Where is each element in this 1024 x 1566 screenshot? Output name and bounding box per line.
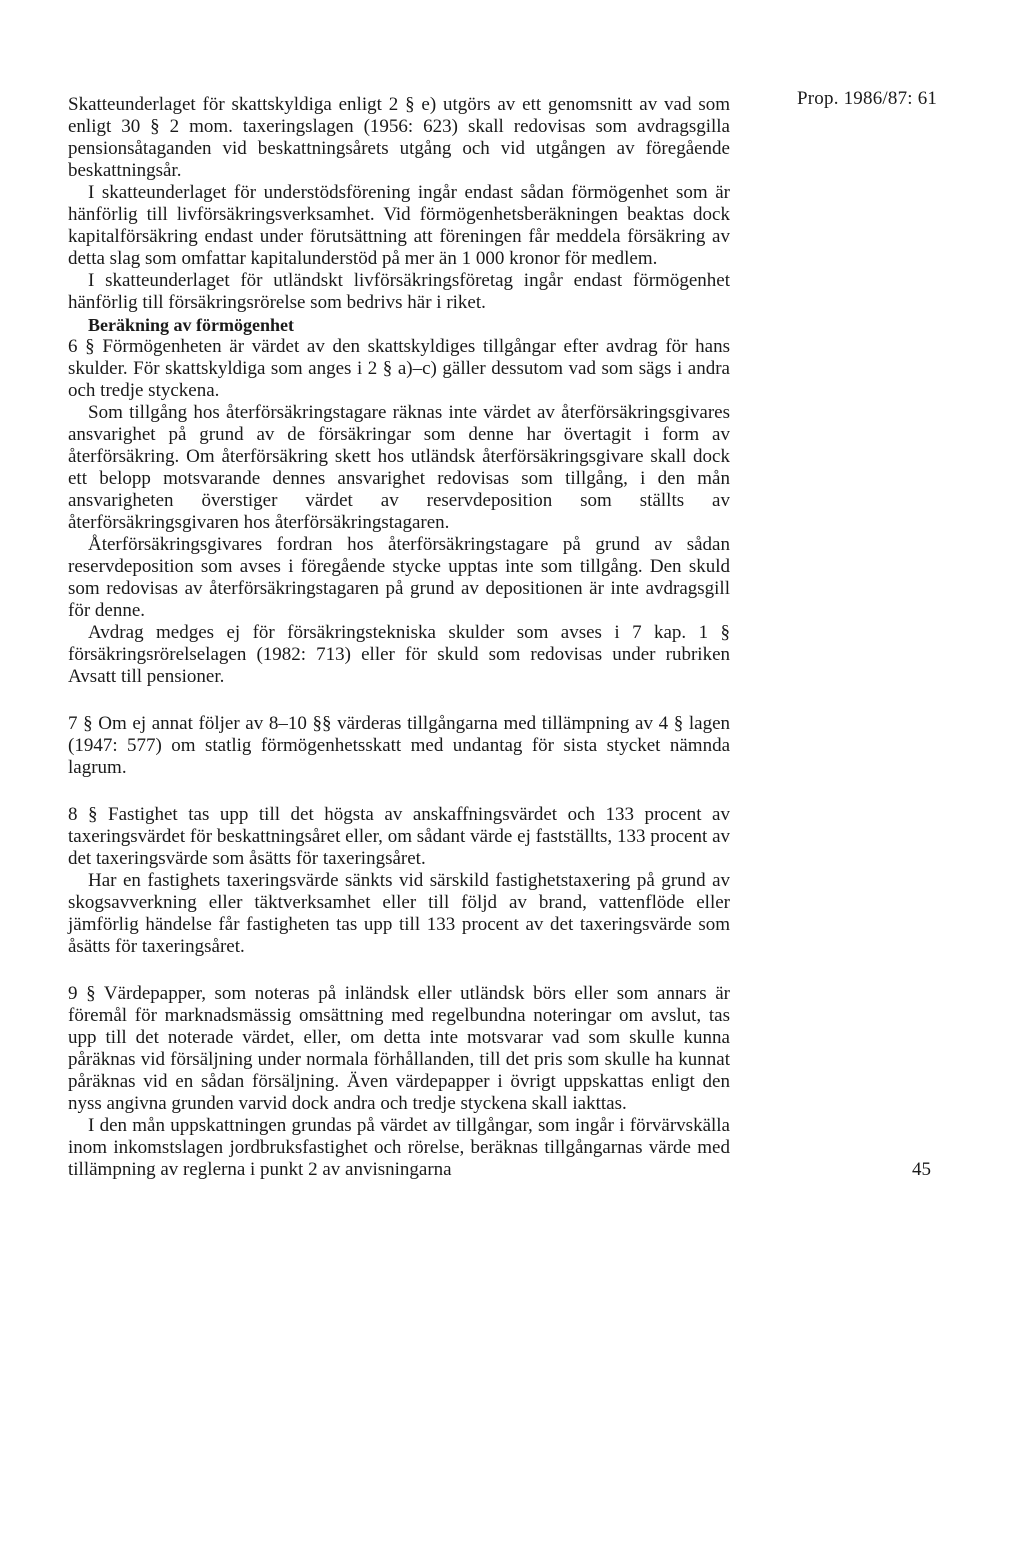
section-9-paragraph-1: 9 § Värdepapper, som noteras på inländsk eller utländsk börs eller som annars är föremål för marknadsmässig omsättning med regelbundna noteringar om avslut, tas upp till det noterade värdet, eller, om detta inte motsvarar vad som skulle kunna påräknas vid försäljning under normala förhållanden, till det pris som skulle ha kunnat påräknas vid en sådan försäljning. Även värdepapper i övrigt uppskattas enligt den nyss angivna grunden varvid dock andra och tredje styckena skall iakttas. [68, 983, 730, 1114]
spacer [68, 688, 730, 713]
page-number: 45 [912, 1159, 931, 1180]
running-head: Prop. 1986/87: 61 [797, 88, 938, 109]
section-6-paragraph-4: Avdrag medges ej för försäkringstekniska skulder som avses i 7 kap. 1 § försäkringsrörelselagen (1982: 713) eller för skuld som redovisas under rubriken Avsatt till pensioner. [68, 622, 730, 687]
section-6-paragraph-2: Som tillgång hos återförsäkringstagare räknas inte värdet av återförsäkringsgivares ansvarighet på grund av de försäkringar som denne har övertagit i form av återförsäkring. Om återförsäkring skett hos utländsk återförsäkringsgivare skall dock ett belopp motsvarande dennes ansvarighet redovisas som tillgång, i den mån ansvarigheten överstiger värdet av reservdeposition som ställts av återförsäkringsgivaren hos återförsäkringstagaren. [68, 402, 730, 533]
intro-paragraph-1: Skatteunderlaget för skattskyldiga enligt 2 § e) utgörs av ett genomsnitt av vad som enligt 30 § 2 mom. taxeringslagen (1956: 623) skall redovisas som avdragsgilla pensionsåtaganden vid beskattningsårets utgång och vid utgången av föregående beskattningsår. [68, 94, 730, 181]
spacer [68, 779, 730, 804]
section-heading: Beräkning av förmögenhet [88, 315, 294, 335]
intro-paragraph-2: I skatteunderlaget för understödsförening ingår endast sådan förmögenhet som är hänförlig till livförsäkringsverksamhet. Vid förmögenhetsberäkningen beaktas dock kapitalförsäkring endast under förutsättning att föreningen får meddela försäkring av detta slag som omfattar kapitalunderstöd på mer än 1 000 kronor för medlem. [68, 182, 730, 269]
section-9-paragraph-2: I den mån uppskattningen grundas på värdet av tillgångar, som ingår i förvärvskälla inom inkomstslagen jordbruksfastighet och rörelse, beräknas tillgångarnas värde med tillämpning av reglerna i punkt 2 av anvisningarna [68, 1115, 730, 1180]
spacer [68, 958, 730, 983]
section-6-paragraph-1: 6 § Förmögenheten är värdet av den skattskyldiges tillgångar efter avdrag för hans skulder. För skattskyldiga som anges i 2 § a)–c) gäller dessutom vad som sägs i andra och tredje styckena. [68, 336, 730, 401]
section-8-paragraph-1: 8 § Fastighet tas upp till det högsta av anskaffningsvärdet och 133 procent av taxeringsvärdet för beskattningsåret eller, om sådant värde ej fastställts, 133 procent av det taxeringsvärde som åsätts för taxeringsåret. [68, 804, 730, 869]
section-7-paragraph-1: 7 § Om ej annat följer av 8–10 §§ värderas tillgångarna med tillämpning av 4 § lagen (1947: 577) om statlig förmögenhetsskatt med undantag för sista stycket nämnda lagrum. [68, 713, 730, 778]
main-text [68, 94, 730, 1181]
intro-paragraph-3: I skatteunderlaget för utländskt livförsäkringsföretag ingår endast förmögenhet hänförlig till försäkringsrörelse som bedrivs här i riket. [68, 270, 730, 313]
section-8-paragraph-2: Har en fastighets taxeringsvärde sänkts vid särskild fastighetstaxering på grund av skogsavverkning eller täktverksamhet eller till följd av brand, vattenflöde eller jämförlig händelse får fastigheten tas upp till 133 procent av det taxeringsvärde som åsätts för taxeringsåret. [68, 870, 730, 957]
section-6-paragraph-3: Återförsäkringsgivares fordran hos återförsäkringstagare på grund av sådan reservdeposition som avses i föregående stycke upptas inte som tillgång. Den skuld som redovisas av återförsäkringstagaren på grund av depositionen är inte avdragsgill för denne. [68, 534, 730, 621]
